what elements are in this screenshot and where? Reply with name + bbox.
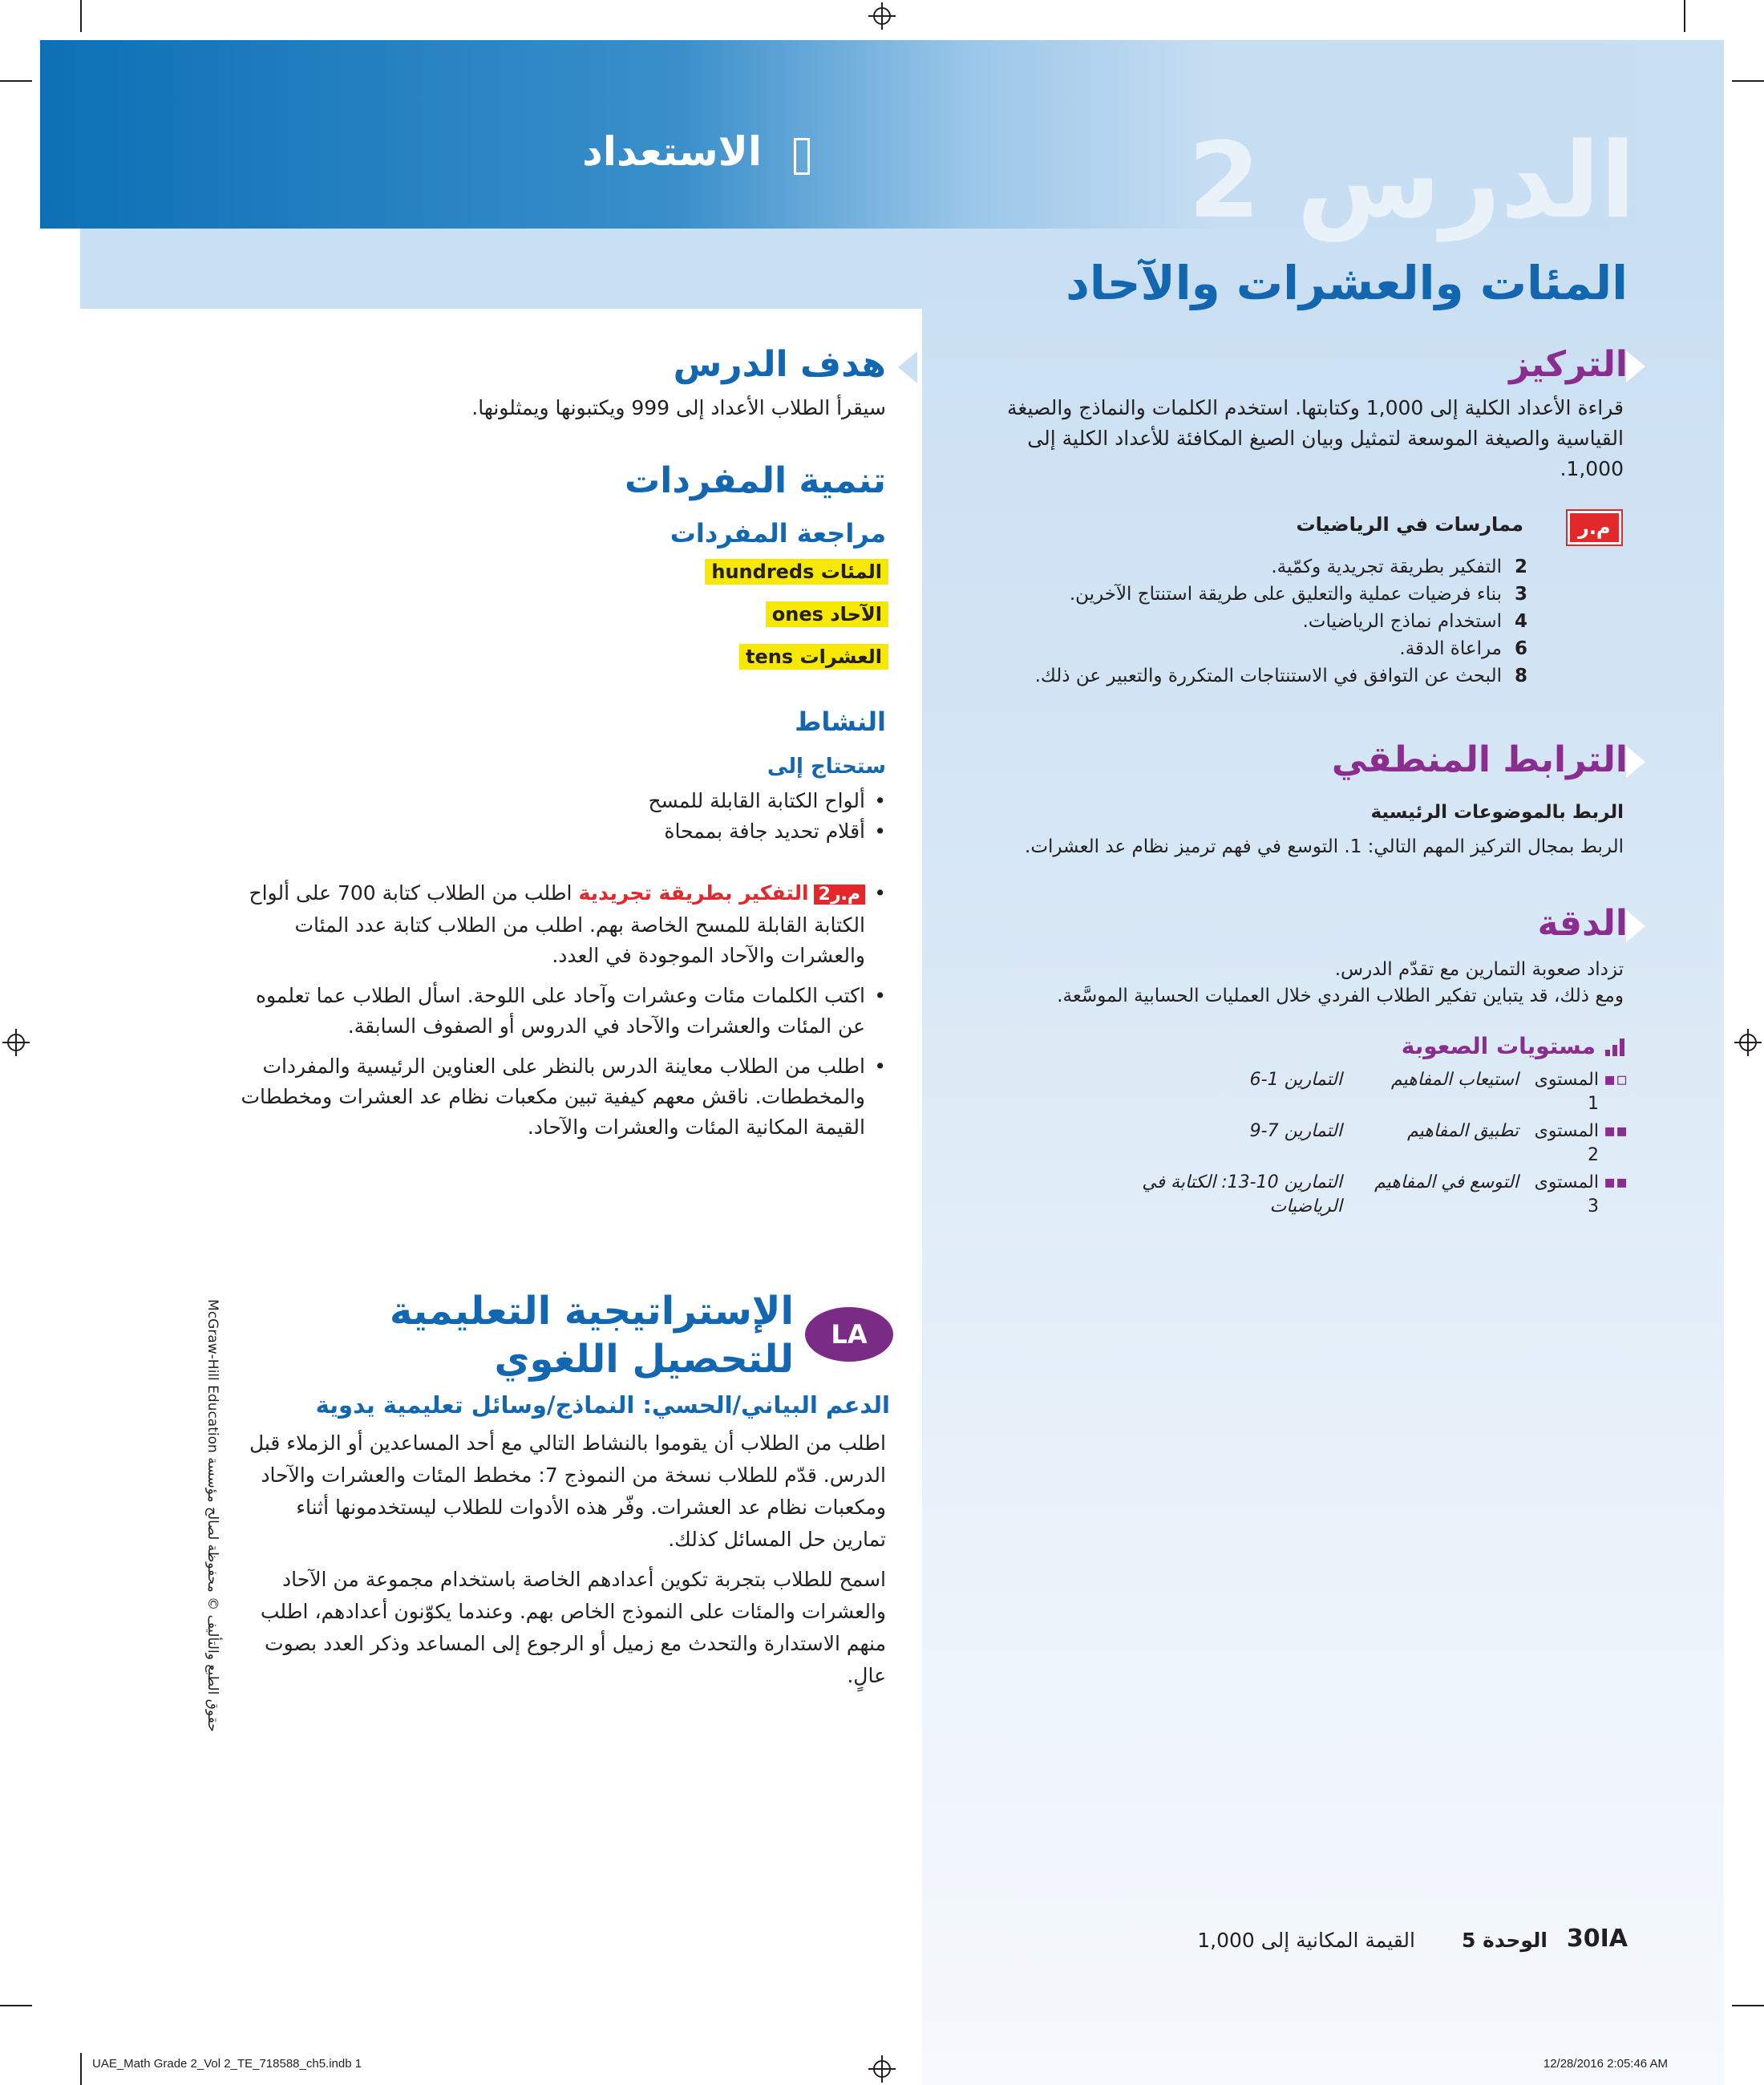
practices-list [994, 553, 1527, 690]
vocab-term [561, 601, 888, 627]
practice-text: مراعاة الدقة. [1399, 638, 1502, 659]
crop-mark [1732, 2005, 1764, 2006]
practice-number: 4 [1514, 611, 1527, 632]
level-label: المستوى 2 [1534, 1121, 1599, 1165]
section-arrow-icon [1626, 350, 1645, 383]
list-item: • اطلب من الطلاب معاينة الدرس بالنظر على العناوين الرئيسية والمفردات والمخططات. ناقش معهم كيفية تبين مكعبات نظام عد العشرات ومخططات القيمة المكانية المئات والعشرات والآحاد. [241, 1051, 886, 1143]
side-credit: حقوق الطبع والتأليف © محفوظة لصالح مؤسسة McGraw-Hill Education [204, 1299, 220, 1732]
level-icon: ▪▪ [1604, 1172, 1628, 1192]
list-item [241, 878, 886, 971]
level-label: المستوى 3 [1534, 1172, 1599, 1217]
objective-title: هدف الدرس [673, 344, 886, 385]
practice-number: 3 [1514, 584, 1527, 605]
practice-text: بناء فرضيات عملية والتعليق على طريقة استنتاج الآخرين. [1069, 584, 1502, 605]
level-name: استيعاب المفاهيم [1390, 1070, 1519, 1090]
vocab-term [561, 644, 888, 670]
registration-mark-icon [2, 1029, 30, 1056]
coherence-title: الترابط المنطقي [1331, 739, 1628, 780]
practice-badge: م.ر2 [814, 885, 865, 905]
practice-number: 8 [1514, 666, 1527, 686]
vocab-term-ones: الآحاد ones [766, 601, 888, 627]
lesson-label: الدرس 2 [1187, 119, 1636, 241]
print-slug-left: UAE_Math Grade 2_Vol 2_TE_718588_ch5.indb 1 [92, 2057, 362, 2071]
focus-title: التركيز [1509, 344, 1628, 385]
focus-text: قراءة الأعداد الكلية إلى 1,000 وكتابتها. استخدم الكلمات والنماذج والصيغة القياسية والصيغة الموسعة لتمثيل وبيان الصيغ المكافئة للأعداد الكلية إلى 1,000. [1007, 396, 1624, 480]
crop-mark [80, 0, 82, 32]
strategy-title [353, 1287, 794, 1383]
list-item: • اكتب الكلمات مئات وعشرات وآحاد على اللوحة. اسأل الطلاب عما تعلموه عن المئات والعشرات والآحاد في الدروس أو الصفوف السابقة. [241, 981, 886, 1042]
table-row [1002, 1068, 1628, 1116]
coherence-subtitle: الربط بالموضوعات الرئيسية [1370, 802, 1624, 823]
section-marker [794, 138, 810, 175]
vocab-term-hundreds: المئات hundreds [705, 559, 888, 585]
title-strip [80, 229, 922, 309]
list-item [994, 608, 1527, 635]
step-text: اطلب من الطلاب كتابة 700 على ألواح الكتابة القابلة للمسح الخاصة بهم. اطلب من الطلاب كتابة عدد المئات والعشرات والآحاد الموجودة في العدد. [249, 881, 865, 967]
level-name: التوسع في المفاهيم [1374, 1172, 1519, 1192]
table-row [1002, 1119, 1628, 1168]
practice-text: البحث عن التوافق في الاستنتاجات المتكررة والتعبير عن ذلك. [1034, 666, 1502, 686]
practices-badge: م.ر [1568, 511, 1621, 545]
rigor-text-1: تزداد صعوبة التمارين مع تقدّم الدرس. [1334, 959, 1624, 980]
strategy-subtitle: الدعم البياني/الحسي: النماذج/وسائل تعليمية يدوية [315, 1391, 890, 1419]
list-item: • أقلام تحديد جافة بممحاة [321, 816, 886, 847]
section-arrow-icon [898, 351, 917, 383]
practice-text: التفكير بطريقة تجريدية وكمّية. [1271, 557, 1502, 577]
level-label: المستوى 1 [1534, 1070, 1599, 1114]
crop-mark [1684, 0, 1685, 32]
levels-table [1002, 1068, 1628, 1222]
registration-mark-icon [868, 2, 896, 30]
list-item: • ألواح الكتابة القابلة للمسح [321, 786, 886, 816]
list-item [994, 581, 1527, 608]
registration-mark-icon [1734, 1029, 1762, 1056]
levels-title: مستويات الصعوبة [1401, 1033, 1596, 1059]
activity-steps [241, 878, 886, 1143]
coherence-text: الربط بمجال التركيز المهم التالي: 1. التوسع في فهم ترميز نظام عد العشرات. [1025, 836, 1624, 857]
level-icon: ▫▪ [1604, 1070, 1628, 1090]
unit-title: القيمة المكانية إلى 1,000 [1197, 1929, 1415, 1952]
unit-label: الوحدة 5 [1462, 1929, 1548, 1952]
level-exercises: التمارين 7-9 [1249, 1121, 1342, 1141]
strategy-title-line-2: للتحصيل اللغوي [494, 1337, 794, 1382]
objective-text: سيقرأ الطلاب الأعداد إلى 999 ويكتبونها ويمثلونها. [471, 396, 886, 419]
section-label: الاستعداد [582, 128, 762, 175]
crop-mark [1732, 80, 1764, 82]
crop-mark [0, 80, 32, 82]
practice-text: استخدام نماذج الرياضيات. [1302, 611, 1502, 632]
activity-title: النشاط [795, 706, 886, 737]
strategy-para-2: اسمح للطلاب بتجربة تكوين أعدادهم الخاصة باستخدام مجموعة من الآحاد والعشرات والمئات على النموذج الخاص بهم. وعندما يكوّنون أعدادهم، اطلب منهم الاستدارة والتحدث مع زميل أو الرجوع إلى المساعد وذكر العدد بصوت عالٍ. [260, 1568, 886, 1687]
level-icon: ▪▪ [1604, 1121, 1628, 1141]
practice-number: 2 [1514, 557, 1527, 577]
list-item [994, 635, 1527, 662]
practices-title: ممارسات في الرياضيات [1296, 513, 1523, 536]
section-arrow-icon [1626, 746, 1645, 778]
activity-need-title: ستحتاج إلى [767, 755, 886, 779]
registration-mark-icon [868, 2055, 896, 2083]
rigor-title: الدقة [1537, 903, 1628, 944]
strategy-para-1: اطلب من الطلاب أن يقوموا بالنشاط التالي مع أحد المساعدين أو الزملاء قبل الدرس. قدّم للطلاب نسخة من النموذج 7: مخطط المئات والعشرات والآحاد ومكعبات نظام عد العشرات. وفّر هذه الأدوات للطلاب ليستخدمونها أثناء تمارين حل المسائل كذلك. [249, 1431, 886, 1551]
list-item [994, 553, 1527, 581]
materials-list [321, 786, 886, 847]
vocab-term-tens: العشرات tens [739, 644, 888, 670]
rigor-text-2: ومع ذلك، قد يتباين تفكير الطلاب الفردي خلال العمليات الحسابية الموسَّعة. [1057, 986, 1624, 1006]
page-number: 30IA [1566, 1925, 1628, 1953]
practice-highlight: التفكير بطريقة تجريدية [578, 881, 809, 905]
la-badge: LA [805, 1307, 893, 1362]
level-name: تطبيق المفاهيم [1406, 1121, 1519, 1141]
vocabulary-title: تنمية المفردات [625, 460, 886, 501]
strategy-title-line-1: الإستراتيجية التعليمية [389, 1289, 794, 1334]
practice-number: 6 [1514, 638, 1527, 659]
vocabulary-review-title: مراجعة المفردات [670, 518, 886, 549]
table-row [1002, 1171, 1628, 1219]
levels-icon [1605, 1038, 1626, 1056]
level-exercises: التمارين 10-13: الكتابة في الرياضيات [1142, 1172, 1342, 1217]
print-slug-right: 12/28/2016 2:05:46 AM [1543, 2057, 1668, 2071]
section-arrow-icon [1626, 910, 1645, 942]
lesson-title: المئات والعشرات والآحاد [1066, 256, 1628, 310]
crop-mark [80, 2053, 82, 2085]
crop-mark [0, 2005, 32, 2006]
vocab-term [561, 559, 888, 585]
level-exercises: التمارين 1-6 [1249, 1070, 1342, 1090]
list-item [994, 662, 1527, 690]
